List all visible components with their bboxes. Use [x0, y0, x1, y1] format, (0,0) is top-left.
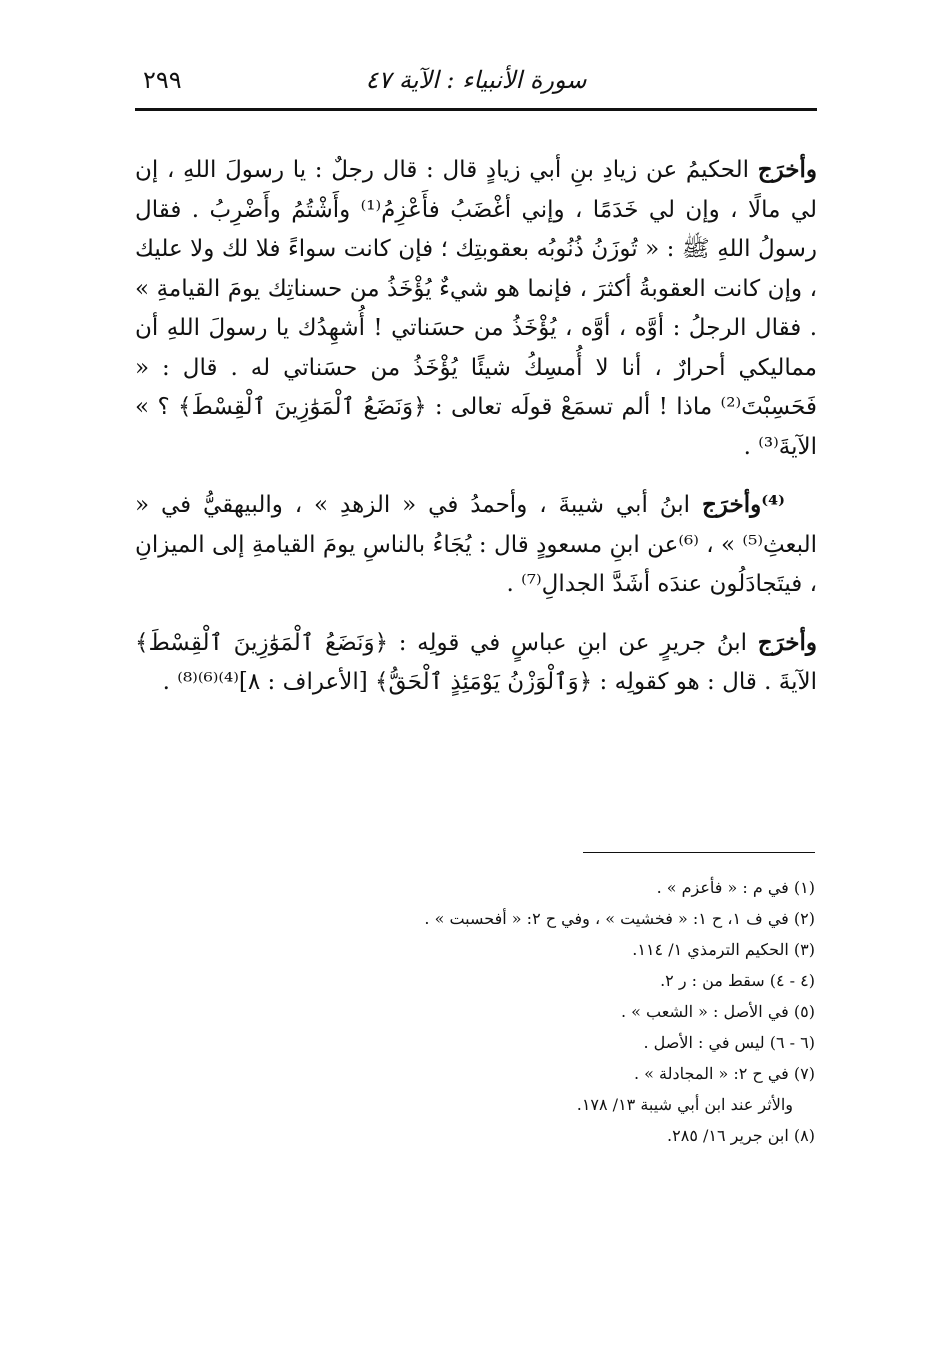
running-title: سورة الأنبياء : الآية ٤٧	[365, 66, 587, 94]
paragraph-3	[135, 623, 817, 703]
paragraph-lead: ⁽⁴⁾وأخرَج	[701, 491, 785, 518]
footnotes	[255, 872, 815, 1151]
footnote-6: (٦ - ٦) ليس في : الأصل .	[643, 1033, 815, 1052]
footnote-7: (٧) في ح ٢: « المجادلة » .	[634, 1064, 815, 1083]
main-text	[135, 150, 817, 721]
page-number: ٢٩٩	[143, 66, 182, 94]
footnote-5: (٥) في الأصل : « الشعب » .	[620, 1002, 815, 1021]
paragraph-text: ابنُ أبي شيبةَ ، وأحمدُ في « الزهدِ » ، والبيهقيُّ في « البعثِ⁽⁵⁾ » ، ⁽⁶⁾عن ابنِ مسعودٍ قال : يُجَاءُ بالناسِ يومَ القيامةِ إلى الميزانِ ، فيتَجادَلُون عندَه أشَدَّ الجدالِ⁽⁷⁾ .	[135, 492, 817, 597]
footnote-4: (٤ - ٤) سقط من : ر ٢.	[660, 971, 815, 990]
paragraph-1	[135, 150, 817, 467]
paragraph-lead: وأخرَج	[757, 156, 818, 183]
paragraph-text: ابنُ جريرٍ عن ابنِ عباسٍ في قولِه : ﴿وَنَضَعُ ٱلْمَوَٰزِينَ ٱلْقِسْطَ﴾ الآيةَ . قال : هو كقولِه : ﴿وَٱلْوَزْنُ يَوْمَئِذٍ ٱلْحَقُّ﴾ [الأعراف : ٨]⁽⁴⁾⁽⁶⁾⁽⁸⁾ .	[135, 629, 817, 695]
paragraph-2	[135, 485, 817, 605]
paragraph-lead: وأخرَج	[757, 628, 817, 656]
footnote-separator	[583, 852, 815, 853]
footnote-1: (١) في م : « فأعزم » .	[656, 878, 815, 897]
footnote-7-continuation: والأثر عند ابن أبي شيبة ١٣/ ١٧٨.	[576, 1095, 793, 1114]
paragraph-text: الحكيمُ عن زيادِ بنِ أبي زيادٍ قال : قال رجلٌ : يا رسولَ اللهِ ، إن لي مالًا ، وإن لي خَدَمًا ، وإني أغْضَبُ فأَعْزِمُ⁽¹⁾ وأَشْتُمُ وأَضْرِبُ . فقال رسولُ اللهِ ﷺ : « تُوزَنُ ذُنُوبُه بعقوبتِك ؛ فإن كانت سواءً فلا لك ولا عليك ، وإن كانت العقوبةُ أكثرَ ، فإنما هو شيءٌ يُؤْخَذُ من حسناتِك يومَ القيامةِ » . فقال الرجلُ : أوَّه ، أوَّه ، يُؤْخَذُ من حسَناتي ! أُشهِدُك يا رسولَ اللهِ أن مماليكي أحرارٌ ، أنا لا أُمسِكُ شيئًا يُؤْخَذُ من حسَناتي له . قال : « فَحَسِبْتَ⁽²⁾ ماذا ! ألم تسمَعْ قولَه تعالى : ﴿وَنَضَعُ ٱلْمَوَٰزِينَ ٱلْقِسْطَ﴾ ؟ » الآيةَ⁽³⁾ .	[135, 157, 817, 460]
footnote-3: (٣) الحكيم الترمذي ١/ ١١٤.	[632, 940, 815, 959]
footnote-2: (٢) في ف ١، ح ١: « فخشيت » ، وفي ح ٢: « أفحسبت » .	[424, 909, 815, 928]
footnote-8: (٨) ابن جرير ١٦/ ٢٨٥.	[667, 1126, 815, 1145]
page-header	[135, 60, 817, 111]
